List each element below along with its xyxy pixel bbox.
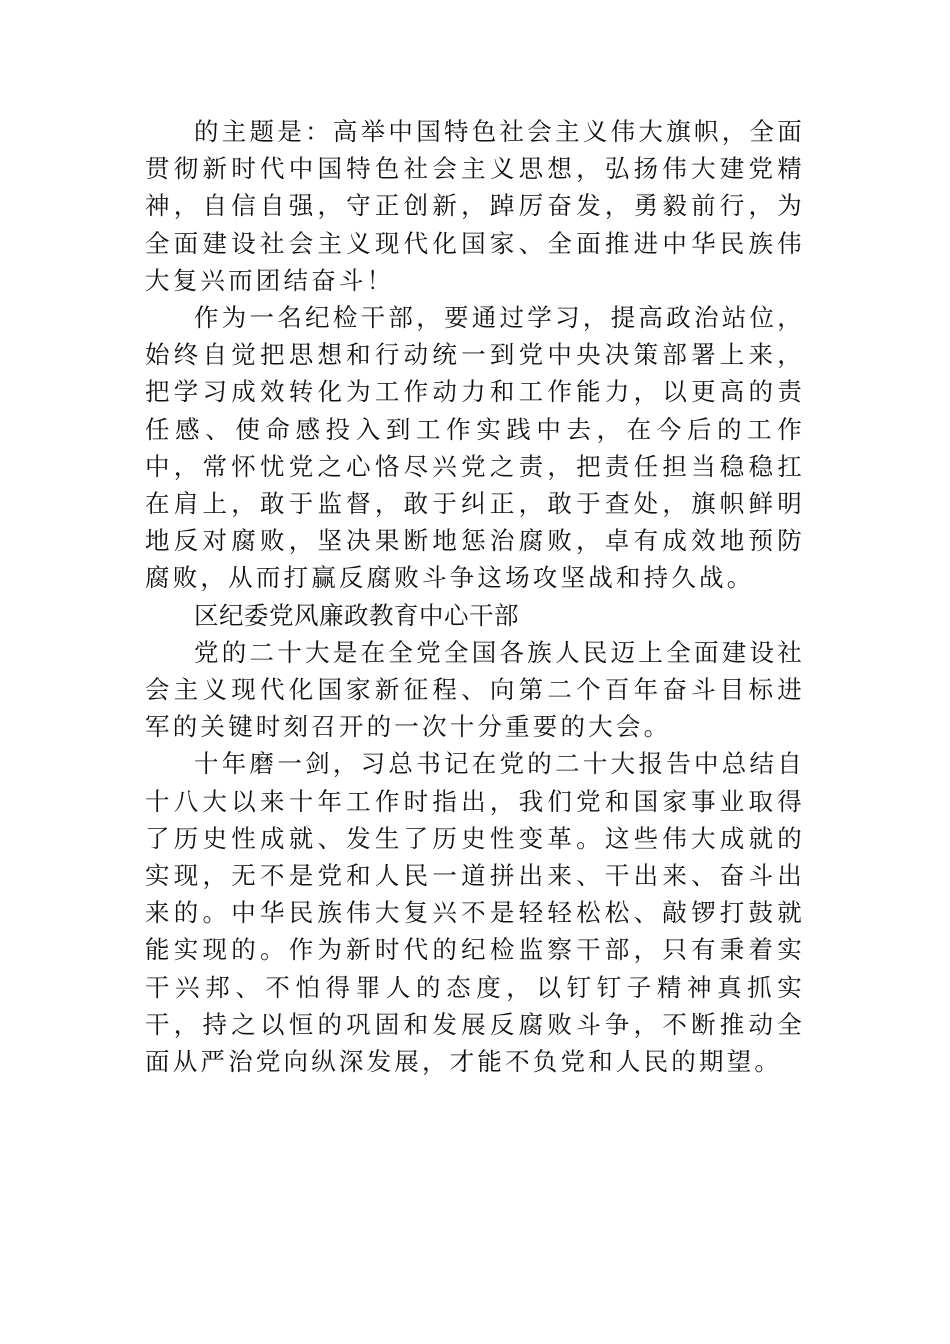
- body-paragraph-theme: 的主题是：高举中国特色社会主义伟大旗帜，全面贯彻新时代中国特色社会主义思想，弘扬伟大建党精神，自信自强，守正创新，踔厉奋发，勇毅前行，为全面建设社会主义现代化国家、全面推进中华民族伟大复兴而团结奋斗！: [145, 117, 805, 295]
- section-paragraph-congress: 党的二十大是在全党全国各族人民迈上全面建设社会主义现代化国家新征程、向第二个百年奋斗目标进军的关键时刻召开的一次十分重要的大会。: [145, 637, 805, 742]
- section-heading: 区纪委党风廉政教育中心干部: [194, 600, 519, 630]
- body-paragraph-cadre: 作为一名纪检干部，要通过学习，提高政治站位，始终自觉把思想和行动统一到党中央决策部署上来，把学习成效转化为工作动力和工作能力，以更高的责任感、使命感投入到工作实践中去，在今后的工作中，常怀忧党之心恪尽兴党之责，把责任担当稳稳扛在肩上，敢于监督，敢于纠正，敢于查处，旗帜鲜明地反对腐败，坚决果断地惩治腐败，卓有成效地预防腐败，从而打赢反腐败斗争这场攻坚战和持久战。: [145, 303, 805, 593]
- document-body: [145, 113, 805, 1080]
- section-paragraph-decade: 十年磨一剑，习总书记在党的二十大报告中总结自十八大以来十年工作时指出，我们党和国家事业取得了历史性成就、发生了历史性变革。这些伟大成就的实现，无不是党和人民一道拼出来、干出来、奋斗出来的。中华民族伟大复兴不是轻轻松松、敲锣打鼓就能实现的。作为新时代的纪检监察干部，只有秉着实干兴邦、不怕得罪人的态度，以钉钉子精神真抓实干，持之以恒的巩固和发展反腐败斗争，不断推动全面从严治党向纵深发展，才能不负党和人民的期望。: [145, 749, 805, 1077]
